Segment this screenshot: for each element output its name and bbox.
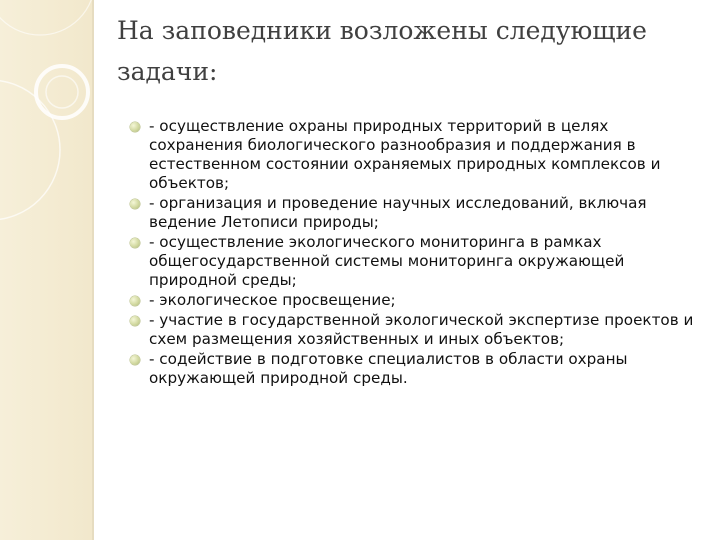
- bullet-text: - осуществление охраны природных территорий в целях сохранения биологического разнообразия и поддержания в естественном состоянии охраняемых природных комплексов и объектов;: [149, 117, 661, 192]
- bullet-item: [130, 311, 695, 349]
- bullet-text: - участие в государственной экологической экспертизе проектов и схем размещения хозяйственных и иных объектов;: [149, 311, 694, 348]
- bullet-icon: [130, 296, 140, 306]
- decorative-side-panel: [0, 0, 94, 540]
- decorative-circles: [0, 0, 94, 540]
- bullet-item: [130, 194, 695, 232]
- bullet-item: [130, 233, 695, 290]
- slide-title: На заповедники возложены следующие задачи:: [117, 16, 647, 86]
- bullet-icon: [130, 122, 140, 132]
- decorative-circle-inner: [46, 76, 78, 108]
- bullet-icon: [130, 355, 140, 365]
- bullet-text: - осуществление экологического мониторинга в рамках общегосударственной системы мониторинга окружающей природной среды;: [149, 233, 625, 289]
- bullet-icon: [130, 199, 140, 209]
- bullet-text: - экологическое просвещение;: [149, 291, 396, 309]
- bullet-icon: [130, 238, 140, 248]
- bullet-item: [130, 291, 695, 310]
- decorative-arc-top: [0, 0, 94, 35]
- bullet-list: [130, 117, 695, 389]
- decorative-arc: [0, 80, 60, 220]
- bullet-item: [130, 350, 695, 388]
- bullet-text: - организация и проведение научных исследований, включая ведение Летописи природы;: [149, 194, 647, 231]
- bullet-item: [130, 117, 695, 193]
- panel-divider: [92, 0, 94, 540]
- decorative-circle: [36, 66, 88, 118]
- bullet-icon: [130, 316, 140, 326]
- bullet-text: - содействие в подготовке специалистов в области охраны окружающей природной среды.: [149, 350, 628, 387]
